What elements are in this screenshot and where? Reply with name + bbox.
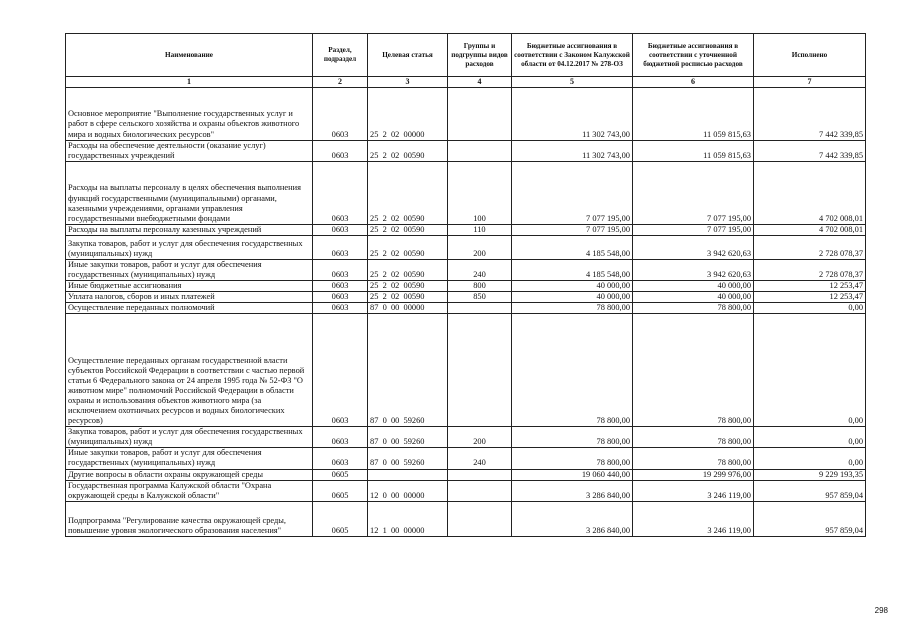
row-refined: 11 059 815,63	[633, 87, 754, 140]
row-target: 87 0 00 00000	[368, 303, 448, 314]
row-name: Иные закупки товаров, работ и услуг для обеспечения государственных (муниципальных) нужд	[66, 259, 313, 280]
row-group	[448, 87, 512, 140]
row-section: 0605	[313, 469, 368, 480]
row-refined: 3 246 119,00	[633, 480, 754, 501]
row-law: 4 185 548,00	[512, 259, 633, 280]
header-target: Целевая статья	[368, 34, 448, 77]
row-name: Закупка товаров, работ и услуг для обеспечения государственных (муниципальных) нужд	[66, 235, 313, 259]
header-refined: Бюджетные ассигнования в соответствии с уточненной бюджетной росписью расходов	[633, 34, 754, 77]
column-numbers-row	[66, 77, 866, 88]
table-row	[66, 140, 866, 161]
row-section: 0603	[313, 314, 368, 427]
row-group	[448, 303, 512, 314]
row-name: Осуществление переданных полномочий	[66, 303, 313, 314]
row-group	[448, 140, 512, 161]
table-row	[66, 280, 866, 291]
page-number: 298	[874, 606, 888, 615]
row-target: 12 0 00 00000	[368, 480, 448, 501]
row-executed: 2 728 078,37	[754, 235, 866, 259]
column-number: 6	[633, 77, 754, 88]
table-row	[66, 87, 866, 140]
row-section: 0603	[313, 161, 368, 224]
row-target: 25 2 02 00590	[368, 292, 448, 303]
row-name: Закупка товаров, работ и услуг для обеспечения государственных (муниципальных) нужд	[66, 427, 313, 448]
row-group: 200	[448, 235, 512, 259]
row-group: 240	[448, 448, 512, 469]
row-section: 0603	[313, 87, 368, 140]
row-law: 4 185 548,00	[512, 235, 633, 259]
row-executed: 0,00	[754, 303, 866, 314]
row-group	[448, 314, 512, 427]
row-refined: 19 299 976,00	[633, 469, 754, 480]
row-refined: 3 942 620,63	[633, 235, 754, 259]
row-target: 25 2 02 00590	[368, 235, 448, 259]
row-law: 19 060 440,00	[512, 469, 633, 480]
row-name: Основное мероприятие "Выполнение государственных услуг и работ в сфере сельского хозяйства и охраны объектов животного мира и водных биологических ресурсов"	[66, 87, 313, 140]
row-target: 87 0 00 59260	[368, 314, 448, 427]
table-row	[66, 501, 866, 536]
table-row	[66, 469, 866, 480]
row-target: 25 2 02 00590	[368, 280, 448, 291]
table-row	[66, 303, 866, 314]
row-name: Расходы на обеспечение деятельности (оказание услуг) государственных учреждений	[66, 140, 313, 161]
row-law: 3 286 840,00	[512, 480, 633, 501]
row-executed: 2 728 078,37	[754, 259, 866, 280]
row-refined: 78 800,00	[633, 448, 754, 469]
row-name: Государственная программа Калужской области "Охрана окружающей среды в Калужской области"	[66, 480, 313, 501]
row-name: Другие вопросы в области охраны окружающей среды	[66, 469, 313, 480]
row-group: 110	[448, 224, 512, 235]
row-executed: 957 859,04	[754, 480, 866, 501]
row-executed: 7 442 339,85	[754, 140, 866, 161]
row-target: 25 2 02 00000	[368, 87, 448, 140]
row-section: 0603	[313, 280, 368, 291]
row-group	[448, 480, 512, 501]
row-target: 12 1 00 00000	[368, 501, 448, 536]
row-target: 25 2 02 00590	[368, 259, 448, 280]
table-row	[66, 448, 866, 469]
row-refined: 11 059 815,63	[633, 140, 754, 161]
row-refined: 40 000,00	[633, 292, 754, 303]
table-row	[66, 161, 866, 224]
row-refined: 78 800,00	[633, 427, 754, 448]
column-number: 3	[368, 77, 448, 88]
row-law: 40 000,00	[512, 292, 633, 303]
row-name: Расходы на выплаты персоналу казенных учреждений	[66, 224, 313, 235]
column-number: 1	[66, 77, 313, 88]
header-group: Группы и подгруппы видов расходов	[448, 34, 512, 77]
row-law: 7 077 195,00	[512, 161, 633, 224]
table-row	[66, 314, 866, 427]
row-section: 0605	[313, 480, 368, 501]
row-law: 78 800,00	[512, 314, 633, 427]
row-executed: 0,00	[754, 314, 866, 427]
row-section: 0603	[313, 303, 368, 314]
row-name: Уплата налогов, сборов и иных платежей	[66, 292, 313, 303]
row-section: 0603	[313, 427, 368, 448]
row-refined: 7 077 195,00	[633, 224, 754, 235]
row-section: 0603	[313, 224, 368, 235]
table-row	[66, 235, 866, 259]
row-group: 100	[448, 161, 512, 224]
row-target: 25 2 02 00590	[368, 161, 448, 224]
row-law: 78 800,00	[512, 448, 633, 469]
row-target: 25 2 02 00590	[368, 224, 448, 235]
row-refined: 7 077 195,00	[633, 161, 754, 224]
row-group: 850	[448, 292, 512, 303]
header-law: Бюджетные ассигнования в соответствии с Законом Калужской области от 04.12.2017 № 278-ОЗ	[512, 34, 633, 77]
row-group: 800	[448, 280, 512, 291]
budget-table	[65, 33, 866, 537]
column-number: 4	[448, 77, 512, 88]
column-number: 7	[754, 77, 866, 88]
row-executed: 0,00	[754, 427, 866, 448]
row-law: 40 000,00	[512, 280, 633, 291]
header-name: Наименование	[66, 34, 313, 77]
row-name: Иные закупки товаров, работ и услуг для обеспечения государственных (муниципальных) нужд	[66, 448, 313, 469]
row-executed: 12 253,47	[754, 292, 866, 303]
row-group	[448, 501, 512, 536]
row-law: 11 302 743,00	[512, 140, 633, 161]
row-executed: 4 702 008,01	[754, 224, 866, 235]
row-executed: 12 253,47	[754, 280, 866, 291]
row-refined: 40 000,00	[633, 280, 754, 291]
row-group: 240	[448, 259, 512, 280]
row-section: 0603	[313, 292, 368, 303]
row-target: 87 0 00 59260	[368, 427, 448, 448]
row-law: 11 302 743,00	[512, 87, 633, 140]
row-section: 0603	[313, 448, 368, 469]
table-row	[66, 259, 866, 280]
row-name: Подпрограмма "Регулирование качества окружающей среды, повышение уровня экологического образования населения"	[66, 501, 313, 536]
table-row	[66, 480, 866, 501]
row-section: 0603	[313, 140, 368, 161]
row-group	[448, 469, 512, 480]
row-refined: 3 942 620,63	[633, 259, 754, 280]
row-refined: 78 800,00	[633, 314, 754, 427]
table-row	[66, 224, 866, 235]
row-law: 7 077 195,00	[512, 224, 633, 235]
row-group: 200	[448, 427, 512, 448]
row-law: 78 800,00	[512, 427, 633, 448]
table-row	[66, 292, 866, 303]
row-name: Расходы на выплаты персоналу в целях обеспечения выполнения функций государственными (муниципальными) органами, казенными учреждениями, органами управления государственными внебюджетными фондами	[66, 161, 313, 224]
row-executed: 0,00	[754, 448, 866, 469]
row-executed: 957 859,04	[754, 501, 866, 536]
column-number: 5	[512, 77, 633, 88]
row-executed: 9 229 193,35	[754, 469, 866, 480]
column-number: 2	[313, 77, 368, 88]
row-name: Иные бюджетные ассигнования	[66, 280, 313, 291]
row-target	[368, 469, 448, 480]
row-target: 25 2 02 00590	[368, 140, 448, 161]
row-section: 0603	[313, 259, 368, 280]
header-executed: Исполнено	[754, 34, 866, 77]
header-section: Раздел, подраздел	[313, 34, 368, 77]
row-section: 0603	[313, 235, 368, 259]
row-executed: 7 442 339,85	[754, 87, 866, 140]
row-refined: 78 800,00	[633, 303, 754, 314]
row-section: 0605	[313, 501, 368, 536]
table-row	[66, 427, 866, 448]
row-refined: 3 246 119,00	[633, 501, 754, 536]
row-law: 78 800,00	[512, 303, 633, 314]
row-target: 87 0 00 59260	[368, 448, 448, 469]
row-law: 3 286 840,00	[512, 501, 633, 536]
header-row	[66, 34, 866, 77]
row-executed: 4 702 008,01	[754, 161, 866, 224]
row-name: Осуществление переданных органам государственной власти субъектов Российской Федерации в соответствии с частью первой статьи 6 Федерального закона от 24 апреля 1995 года № 52-ФЗ "О животном мире" полномочий Российской Федерации в области охраны и использования объектов животного мира (за исключением охотничьих ресурсов и водных биологических ресурсов)	[66, 314, 313, 427]
